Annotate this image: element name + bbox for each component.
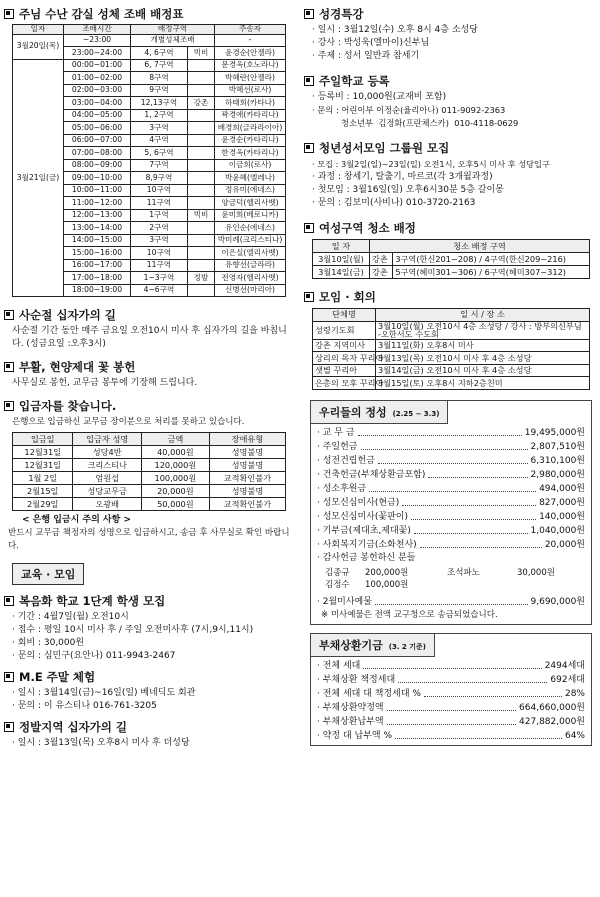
donor-cell: 오광배: [73, 498, 141, 511]
area-cell: 빅비: [187, 209, 214, 222]
debt-box: [310, 633, 592, 746]
area-cell: [187, 134, 214, 147]
amount-row: [317, 701, 585, 715]
square-bullet-icon: [4, 362, 14, 372]
offerings-list: [311, 424, 591, 552]
amount-row: [317, 729, 585, 743]
amount-row: [317, 440, 585, 454]
area-cell: [187, 122, 214, 135]
row-amount: 19,495,000원: [524, 427, 585, 438]
time-cell: 07:00~08:00: [64, 147, 131, 160]
zone-cell: 10구역: [131, 247, 188, 260]
section-title-gospel-school: 복음화 학교 1단계 학생 모집: [4, 593, 292, 609]
square-bullet-icon: [4, 596, 14, 606]
row-amount: 427,882,000원: [519, 716, 585, 727]
time-cell: 10:00~11:00: [64, 184, 131, 197]
schedule-body: [13, 34, 286, 297]
zone-cell: 1, 2구역: [131, 109, 188, 122]
donor-name: 김종규: [325, 567, 350, 578]
amount-row: [317, 454, 585, 468]
area-cell: [187, 84, 214, 97]
table-row: [313, 253, 590, 266]
square-bullet-icon: [304, 143, 314, 153]
amount-row: [317, 538, 585, 552]
row-label: · 부채상환납부액: [317, 716, 384, 727]
row-label: · 성모신심미사(꽃판이): [317, 511, 408, 522]
row-label: · 주일헌금: [317, 441, 358, 452]
square-bullet-icon: [304, 223, 314, 233]
right-column: [304, 0, 594, 746]
meeting-cell: 3월11일(화) 오후8시 미사: [376, 339, 590, 352]
table-row: [313, 321, 590, 339]
zone-cell: 7구역: [131, 159, 188, 172]
square-bullet-icon: [304, 76, 314, 86]
section-title-easter: 부활, 현양제대 꽃 봉헌: [4, 359, 292, 375]
row-amount: 664,660,000원: [519, 702, 585, 713]
time-cell: 23:00~24:00: [64, 47, 131, 60]
time-cell: 11:00~12:00: [64, 197, 131, 210]
zone-cell: 12,13구역: [131, 97, 188, 110]
row-label: · 전체 세대: [317, 660, 361, 671]
meeting-cell: 3월14일(금) 오전10시 미사 후 4층 소성당: [376, 364, 590, 377]
area-cell: [187, 172, 214, 185]
area-cell: [187, 259, 214, 272]
time-cell: ~23:00: [64, 34, 131, 47]
time-cell: 16:00~17:00: [64, 259, 131, 272]
table-row: [13, 498, 286, 511]
row-amount: 827,000원: [539, 497, 585, 508]
feb-mass-row: · 2월미사예물 9,690,000원: [317, 596, 585, 607]
area-cell: 정발: [187, 272, 214, 285]
clean-cell: 강촌: [370, 253, 393, 266]
leader-cell: 박혜란(안젤라): [215, 72, 286, 85]
donor-cell: 성명불명: [209, 485, 285, 498]
leader-cell: 한경옥(카타리나): [215, 147, 286, 160]
donor-amount: 200,000원: [365, 567, 409, 578]
donor-cell: 교적확인불가: [209, 498, 285, 511]
zone-cell: 1구역: [131, 209, 188, 222]
time-cell: 04:00~05:00: [64, 109, 131, 122]
zone-cell: 10구역: [131, 184, 188, 197]
donor-cell: 100,000원: [141, 472, 209, 485]
zone-cell: 11구역: [131, 197, 188, 210]
amount-row: [317, 687, 585, 701]
row-label: · 교 무 금: [317, 427, 355, 438]
area-cell: [187, 72, 214, 85]
zone-cell: 3구역: [131, 122, 188, 135]
leader-cell: -: [215, 34, 286, 47]
clean-cell: 강촌: [370, 266, 393, 279]
meetings-body: [313, 321, 590, 389]
meeting-cell: 상리의 목자 꾸리아: [313, 352, 376, 365]
donor-name: [447, 579, 517, 591]
offerings-header: 우리들의 정성 (2.25 ~ 3.3): [311, 401, 448, 424]
row-amount: 6,310,100원: [530, 455, 585, 466]
zone-cell: 9구역: [131, 84, 188, 97]
leader-cell: 양금덕(헬리사벳): [215, 197, 286, 210]
zone-cell: 6, 7구역: [131, 59, 188, 72]
donor-cell: 성명불명: [209, 446, 285, 459]
area-cell: 빅비: [187, 47, 214, 60]
table-row: [313, 352, 590, 365]
zone-cell: 4~6구역: [131, 284, 188, 297]
thanks-row: [325, 567, 585, 579]
table-row: [13, 485, 286, 498]
square-bullet-icon: [4, 401, 14, 411]
donor-cell: 1월 2일: [13, 472, 73, 485]
time-cell: 05:00~06:00: [64, 122, 131, 135]
zone-cell: 4구역: [131, 134, 188, 147]
row-label: · 성전건립헌금: [317, 455, 375, 466]
donor-cell: 12월31일: [13, 446, 73, 459]
stations-text: 사순절 기간 동안 매주 금요일 오전10시 미사 후 십자가의 길을 바칩니다. (성금요일 :오후3시): [12, 326, 287, 350]
table-row: [13, 34, 286, 47]
square-bullet-icon: [4, 310, 14, 320]
donor-cell: 120,000원: [141, 459, 209, 472]
sunday-school-lines: · 등록비 : 10,000원(교재비 포함) · 문의 : 어린이부 이정순(율리아나) 011-9092-2363 청소년부 김정화(프란체스카) 010-4118-0629: [312, 92, 519, 128]
row-label: · 전체 세대 대 책정세대 %: [317, 688, 421, 699]
leader-cell: 신병선(마리아): [215, 284, 286, 297]
me-lines: · 일시 : 3월14일(금)~16일(일) 베네딕도 회관 · 문의 : 이 유스티나 016-761-3205: [12, 688, 196, 712]
leader-cell: 박미례(크리스티나): [215, 234, 286, 247]
bank-note-text: 반드시 교무금 책정자의 성명으로 입금하시고, 송금 후 사무실로 확인 바랍니다.: [8, 528, 290, 552]
table-header-row: 입금일 입금자 성명 금액 장애유형: [13, 433, 286, 446]
area-cell: [187, 284, 214, 297]
time-cell: 14:00~15:00: [64, 234, 131, 247]
donor-amount: 100,000원: [365, 579, 409, 590]
area-cell: [187, 159, 214, 172]
section-title-donors: 입금자를 찾습니다.: [4, 398, 292, 414]
square-bullet-icon: [304, 292, 314, 302]
time-cell: 03:00~04:00: [64, 97, 131, 110]
section-title-stations: 사순절 십자가의 길: [4, 307, 292, 323]
section-title-adoration: 주님 수난 감실 성체 조배 배정표: [4, 6, 292, 22]
meeting-cell: 은총의 모후 꾸리아: [313, 377, 376, 390]
table-row: [13, 459, 286, 472]
table-row: [313, 377, 590, 390]
donor-cell: 크리스티나: [73, 459, 141, 472]
cleaning-table: [312, 239, 590, 279]
adoration-schedule-table: [12, 24, 286, 297]
donor-cell: 성명불명: [209, 459, 285, 472]
donor-body: [13, 446, 286, 511]
time-cell: 09:00~10:00: [64, 172, 131, 185]
table-row: [13, 59, 286, 72]
time-cell: 02:00~03:00: [64, 84, 131, 97]
donor-amount: 30,000원: [517, 567, 555, 578]
row-amount: 28%: [564, 688, 585, 699]
section-title-meetings: 모임 · 회의: [304, 289, 594, 305]
area-cell: [187, 109, 214, 122]
area-cell: [187, 197, 214, 210]
row-label: · 기부금(제대초,제대꽃): [317, 525, 411, 536]
square-bullet-icon: [4, 722, 14, 732]
easter-text: 사무실로 봉헌, 교무금 봉투에 기장해 드립니다.: [12, 378, 198, 389]
area-cell: [187, 147, 214, 160]
zone-cell: 11구역: [131, 259, 188, 272]
area-cell: [187, 247, 214, 260]
table-row: [313, 364, 590, 377]
time-cell: 18:00~19:00: [64, 284, 131, 297]
table-header-row: 일 자 청소 배정 구역: [313, 240, 590, 253]
leader-cell: 유향선(글라라): [215, 259, 286, 272]
row-amount: 20,000원: [544, 539, 585, 550]
table-header-row: 단체명 일 시 / 장 소: [313, 309, 590, 322]
donor-cell: 2월15일: [13, 485, 73, 498]
row-amount: 494,000원: [539, 483, 585, 494]
donor-cell: 20,000원: [141, 485, 209, 498]
table-row: [13, 446, 286, 459]
youth-bible-lines: · 모집 : 3월2일(일)~23일(일) 오전1시, 오후5시 미사 후 성당입구 · 과정 : 창세기, 탈출기, 마르코(각 3개월과정) · 첫모임 : 3월16일(일) 오후6시30분 5층 갈이몽 · 문의 : 김보미(사비나) 010-3720-2163: [312, 159, 550, 208]
date-cell: 3월21일(금): [13, 59, 64, 297]
donor-name: 조석파노: [447, 567, 480, 578]
meetings-table: [312, 308, 590, 390]
donor-cell: 50,000원: [141, 498, 209, 511]
time-cell: 15:00~16:00: [64, 247, 131, 260]
clean-cell: 3구역(한신201~208) / 4구역(한신209~216): [393, 253, 590, 266]
bank-note-title: < 은행 입금시 주의 사항 >: [22, 515, 131, 526]
table-row: [313, 266, 590, 279]
donor-cell: 엄원섭: [73, 472, 141, 485]
zone-cell: 5, 6구역: [131, 147, 188, 160]
leader-cell: 하태희(카타나): [215, 97, 286, 110]
area-cell: [187, 184, 214, 197]
section-title-jeongbal: 정발지역 십자가의 길: [4, 719, 292, 735]
leader-cell: 윤경순(카타리나): [215, 134, 286, 147]
donors-intro: 은행으로 입금하신 교무금 장이분으로 처리를 못하고 있습니다.: [12, 417, 245, 428]
table-header-row: 일자 조배시간 배정구역 주송자: [13, 25, 286, 35]
area-cell: [187, 59, 214, 72]
leader-cell: 배경희(글라라이아): [215, 122, 286, 135]
leader-cell: 윤경순(안젤라): [215, 47, 286, 60]
zone-cell: 8,9구역: [131, 172, 188, 185]
time-cell: 13:00~14:00: [64, 222, 131, 235]
jeongbal-lines: · 일시 : 3월13일(목) 오후8시 미사 후 더성당: [12, 738, 190, 749]
leader-cell: 윤미희(베로니카): [215, 209, 286, 222]
bible-lines: · 일시 : 3월12일(수) 오후 8시 4층 소성당 · 강사 : 박성욱(엘마이)신부님 · 주제 : 성서 일반과 참세기: [312, 25, 478, 61]
area-cell: [187, 234, 214, 247]
amount-row: [317, 482, 585, 496]
time-cell: 08:00~09:00: [64, 159, 131, 172]
meeting-cell: 강촌 지역미사: [313, 339, 376, 352]
donor-cell: 12월31일: [13, 459, 73, 472]
donor-cell: 교적확인불가: [209, 472, 285, 485]
left-column: [4, 0, 292, 750]
section-title-youth-bible: 청년성서모임 그룹원 모집: [304, 140, 594, 156]
meeting-cell: 샛별 꾸리아: [313, 364, 376, 377]
donor-table: [12, 432, 286, 511]
section-title-bible: 성경특강: [304, 6, 594, 22]
row-label: · 성소후원금: [317, 483, 367, 494]
leader-cell: 이금희(로사): [215, 159, 286, 172]
row-label: · 사회복지기금(소화천사): [317, 539, 417, 550]
offerings-box: [310, 400, 592, 625]
section-title-women-clean: 여성구역 청소 배정: [304, 220, 594, 236]
cleaning-body: [313, 253, 590, 279]
time-cell: 01:00~02:00: [64, 72, 131, 85]
meeting-cell: 3월15일(토) 오후8시 지하2층친미: [376, 377, 590, 390]
donor-cell: 성당교무금: [73, 485, 141, 498]
leader-cell: 문경옥(호노라나): [215, 59, 286, 72]
amount-row: [317, 468, 585, 482]
row-amount: 1,040,000원: [530, 525, 585, 536]
row-label: · 성모신심미사(현금): [317, 497, 400, 508]
leader-cell: 정유미(에네스): [215, 184, 286, 197]
row-label: · 부채상환약정액: [317, 702, 384, 713]
zone-cell: 3구역: [131, 234, 188, 247]
amount-row: [317, 524, 585, 538]
clean-cell: 3월14일(금): [313, 266, 370, 279]
table-row: [313, 339, 590, 352]
amount-row: [317, 673, 585, 687]
row-amount: 2,807,510원: [530, 441, 585, 452]
zone-cell: 개별성체조배: [131, 34, 215, 47]
gospel-school-lines: · 기간 : 4월7일(월) 오전10시 · 접수 : 평일 10시 미사 후 / 주일 오전미사후 (7시,9시,11시) · 회비 : 30,000원 · 문의 : 심민구(요안나) 011-9943-2467: [12, 612, 254, 662]
debt-list: [311, 657, 591, 743]
row-amount: 140,000원: [539, 511, 585, 522]
mass-offering-note: ※ 미사예물은 전액 교구청으로 송금되었습니다.: [321, 609, 498, 620]
row-amount: 64%: [564, 730, 585, 741]
leader-cell: 이은실(엘리사벳): [215, 247, 286, 260]
leader-cell: 박혜선(로사): [215, 84, 286, 97]
education-box: 교육 · 모임: [12, 563, 84, 585]
meeting-cell: 3월10일(월) 오전10시 4층 소성당 / 강사 : 방부의신부님 -오한서도 수도회: [376, 321, 590, 339]
clean-cell: 5구역(혜미301~306) / 6구역(혜미307~312): [393, 266, 590, 279]
row-amount: 2494세대: [544, 660, 585, 671]
section-title-sunday-school: 주일학교 등록: [304, 73, 594, 89]
clean-cell: 3월10일(월): [313, 253, 370, 266]
square-bullet-icon: [304, 9, 314, 19]
leader-cell: 유인순(에네스): [215, 222, 286, 235]
row-label: · 건축헌금(부채상환금포함): [317, 469, 426, 480]
leader-cell: 곽경애(카타리나): [215, 109, 286, 122]
time-cell: 12:00~13:00: [64, 209, 131, 222]
donor-cell: 성당4반: [73, 446, 141, 459]
meeting-cell: 3월13일(목) 오전10시 미사 후 4층 소성당: [376, 352, 590, 365]
thanks-row: [325, 579, 585, 591]
leader-cell: 박윤혜(엘레나): [215, 172, 286, 185]
zone-cell: 8구역: [131, 72, 188, 85]
square-bullet-icon: [4, 9, 14, 19]
table-row: [13, 472, 286, 485]
zone-cell: 2구역: [131, 222, 188, 235]
section-title-me: M.E 주말 체험: [4, 669, 292, 685]
area-cell: [187, 222, 214, 235]
debt-header: 부채상환기금 (3. 2 기준): [311, 634, 435, 657]
amount-row: [317, 496, 585, 510]
time-cell: 17:00~18:00: [64, 272, 131, 285]
zone-cell: 4, 6구역: [131, 47, 188, 60]
time-cell: 06:00~07:00: [64, 134, 131, 147]
amount-row: [317, 659, 585, 673]
zone-cell: 1~3구역: [131, 272, 188, 285]
row-label: · 부채상환 책정세대: [317, 674, 396, 685]
meeting-cell: 성령기도회: [313, 321, 376, 339]
row-amount: 2,980,000원: [530, 469, 585, 480]
thanks-list: [311, 565, 591, 591]
amount-row: [317, 715, 585, 729]
thanks-line: · 감사헌금 봉헌하신 분들: [317, 552, 416, 563]
area-cell: 강촌: [187, 97, 214, 110]
donor-cell: 2월29일: [13, 498, 73, 511]
row-amount: 692세대: [550, 674, 585, 685]
leader-cell: 전영자(헬리사벳): [215, 272, 286, 285]
date-cell: 3월20일(목): [13, 34, 64, 59]
square-bullet-icon: [4, 672, 14, 682]
donor-cell: 40,000원: [141, 446, 209, 459]
amount-row: [317, 510, 585, 524]
donor-name: 김정수: [325, 579, 350, 590]
amount-row: [317, 426, 585, 440]
row-label: · 약정 대 납부액 %: [317, 730, 393, 741]
time-cell: 00:00~01:00: [64, 59, 131, 72]
